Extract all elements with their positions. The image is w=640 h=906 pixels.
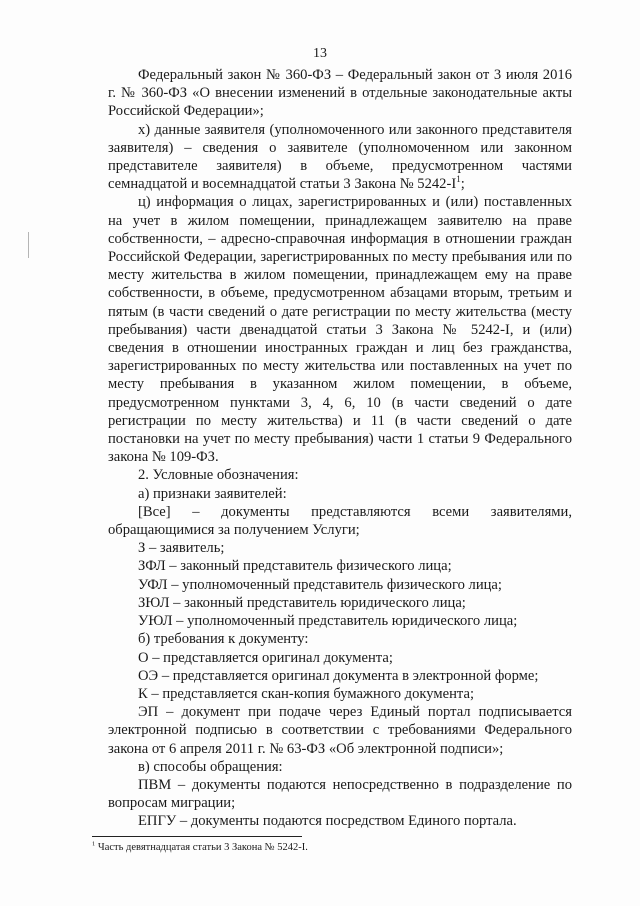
footnote-marker: 1 (92, 840, 96, 848)
paragraph-code-z: З – заявитель; (138, 540, 225, 557)
paragraph-legend-heading: 2. Условные обозначения: (138, 467, 299, 484)
paragraph-code-o: О – представляется оригинал документа; (138, 649, 393, 666)
footnote-separator (92, 836, 302, 837)
paragraph-item-kh-end: ; (460, 176, 465, 193)
footnote (92, 841, 552, 854)
paragraph-code-ep: ЭП – документ при подаче через Единый портал подписывается электронной подписью в соответствии с требованиями Федерального закона от 6 апреля 2011 г. № 63-ФЗ «Об электронной подписи»; (108, 704, 572, 757)
page-number: 13 (313, 46, 327, 61)
document-body (108, 66, 572, 831)
paragraph-item-ts: ц) информация о лицах, зарегистрированных и (или) поставленных на учет в жилом помещении, принадлежащем заявителю на праве собственности, – адресно-справочная информация в отношении граждан Российской Федерации, зарегистрированных по месту пребывания или по месту жительства в жилом помещении, принадлежащем ему на праве собственности, в объеме, предусмотренном абзацами вторым, третьим и пятым (в части сведений о дате регистрации по месту жительства (месту пребывания) части двенадцатой статьи 3 Закона № 5242-I, и (или) сведения в отношении иностранных граждан и лиц без гражданства, зарегистрированных по месту жительства или поставленных на учет по месту пребывания в указанном жилом помещении, в объеме, предусмотренном пунктами 3, 4, 6, 10 (в части сведений о дате регистрации по месту жительства) и 11 (в части сведений о дате постановки на учет по месту пребывания) части 1 статьи 9 Федерального закона № 109-ФЗ. (108, 194, 572, 466)
paragraph-code-k: К – представляется скан-копия бумажного документа; (138, 685, 475, 702)
paragraph-code-uyul: УЮЛ – уполномоченный представитель юридического лица; (138, 613, 518, 630)
paragraph-definition-360fz: Федеральный закон № 360-ФЗ – Федеральный закон от 3 июля 2016 г. № 360-ФЗ «О внесении изменений в отдельные законодательные акты Российской Федерации»; (108, 67, 572, 120)
paragraph-item-kh (108, 121, 572, 194)
paragraph-document-requirements: б) требования к документу: (138, 631, 309, 648)
footnote-reference[interactable]: 1 (456, 174, 461, 185)
paragraph-submission-methods: в) способы обращения: (138, 758, 283, 775)
paragraph-code-pvm: ПВМ – документы подаются непосредственно в подразделение по вопросам миграции; (108, 776, 572, 812)
paragraph-code-zyul: ЗЮЛ – законный представитель юридического лица; (138, 594, 466, 611)
paragraph-applicant-signs: а) признаки заявителей: (138, 485, 287, 502)
paragraph-all-applicants: [Все] – документы представляются всеми заявителями, обращающимися за получением Услуги; (108, 503, 572, 539)
scan-margin-mark (28, 232, 29, 258)
paragraph-code-zfl: ЗФЛ – законный представитель физического лица; (138, 558, 452, 575)
footnote-text: Часть девятнадцатая статьи 3 Закона № 5242-I. (95, 842, 308, 853)
paragraph-code-ufl: УФЛ – уполномоченный представитель физического лица; (138, 576, 502, 593)
paragraph-code-epgu: ЕПГУ – документы подаются посредством Единого портала. (138, 813, 517, 830)
paragraph-code-oe: ОЭ – представляется оригинал документа в электронной форме; (138, 667, 539, 684)
paragraph-item-kh-text: х) данные заявителя (уполномоченного или законного представителя заявителя) – сведения о заявителе (уполномоченном или законном представителе заявителя) в объеме, предусмотренном частями семнадцатой и восемнадцатой статьи 3 Закона № 5242-I (108, 121, 572, 193)
